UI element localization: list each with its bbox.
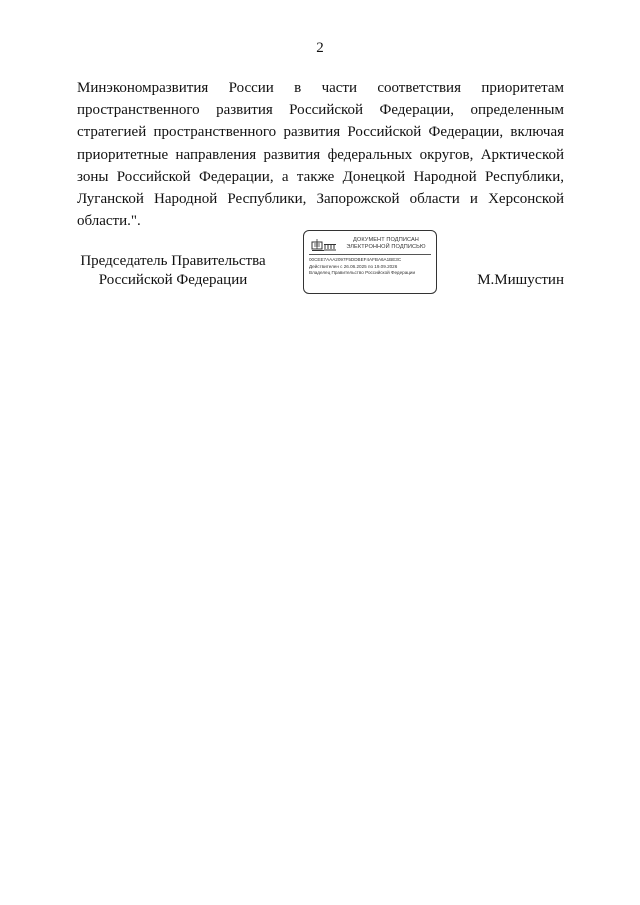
signature-block (77, 237, 564, 302)
electronic-signature-stamp (303, 230, 437, 294)
state-emblem-icon (311, 238, 337, 252)
page-number: 2 (316, 40, 324, 56)
certificate-validity: Действителен с 26.06.2025 по 19.09.2026 (309, 264, 398, 269)
signer-name: М.Мишустин (477, 272, 564, 288)
certificate-owner: Владелец Правительство Российской Федерации (309, 270, 416, 275)
stamp-divider (309, 254, 431, 255)
signer-position-line-2: Российской Федерации (98, 272, 248, 288)
certificate-serial: 00CEE7AAA2097F5DDBEF4AFBA6A1BE3C (309, 257, 402, 262)
stamp-heading-line-1: ДОКУМЕНТ ПОДПИСАН (353, 237, 419, 243)
stamp-heading (338, 237, 434, 251)
stamp-heading-line-2: ЭЛЕКТРОННОЙ ПОДПИСЬЮ (346, 244, 426, 250)
signer-position-line-1: Председатель Правительства (80, 253, 266, 269)
body-paragraph: Минэкономразвития России в части соответствия приоритетам пространственного развития Российской Федерации, определенным стратегией пространственного развития Российской Федерации, включая приоритетные направления развития федеральных округов, Арктической зоны Российской Федерации, а также Донецкой Народной Республики, Луганской Народной Республики, Запорожской области и Херсонской области.". (77, 80, 564, 230)
signer-position (77, 252, 269, 290)
